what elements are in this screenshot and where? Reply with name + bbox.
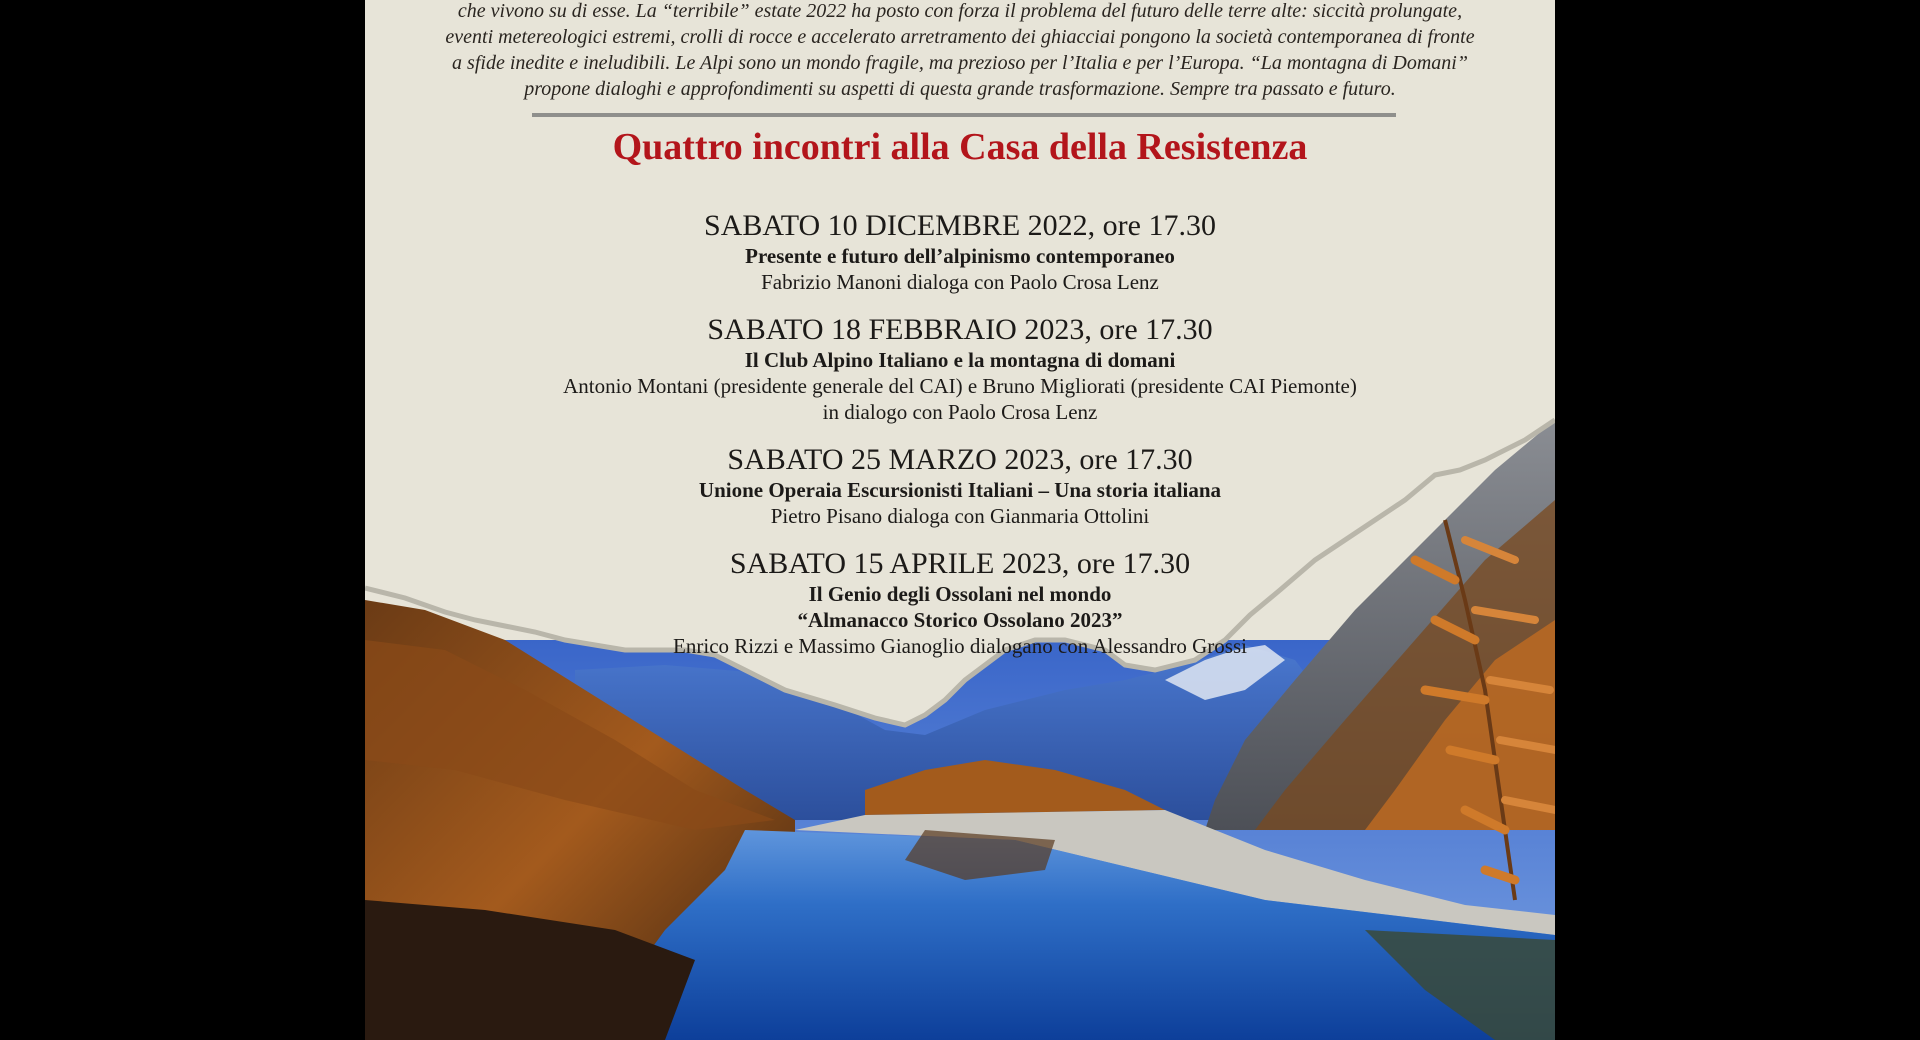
event-title: Il Club Alpino Italiano e la montagna di domani xyxy=(744,348,1176,372)
event-speakers: Enrico Rizzi e Massimo Gianoglio dialogano con Alessandro Grossi xyxy=(673,634,1247,658)
event-speakers-cont: in dialogo con Paolo Crosa Lenz xyxy=(822,400,1098,424)
event-3 xyxy=(365,443,1555,529)
event-title: Il Genio degli Ossolani nel mondo xyxy=(808,582,1112,606)
event-date: SABATO 18 FEBBRAIO 2023, ore 17.30 xyxy=(707,313,1213,346)
event-4 xyxy=(365,547,1555,659)
event-2 xyxy=(365,313,1555,425)
event-title: Unione Operaia Escursionisti Italiani – Una storia italiana xyxy=(698,478,1222,502)
event-1 xyxy=(365,209,1555,295)
event-date: SABATO 10 DICEMBRE 2022, ore 17.30 xyxy=(704,209,1216,242)
divider-rule xyxy=(532,113,1396,117)
intro-paragraph: che vivono su di esse. La “terribile” estate 2022 ha posto con forza il problema del futuro delle terre alte: siccità prolungate, eventi metereologici estremi, crolli di rocce e accelerato arretramento dei ghiacciai pongono la società contemporanea di fronte a sfide inedite e ineludibili. Le Alpi sono un mondo fragile, ma prezioso per l’Italia e per l’Europa. “La montagna di Domani” propone dialoghi e approfondimenti su aspetti di questa grande trasformazione. Sempre tra passato e futuro. xyxy=(445,0,1475,100)
poster xyxy=(365,0,1555,1040)
event-date: SABATO 25 MARZO 2023, ore 17.30 xyxy=(727,443,1193,476)
event-title: Presente e futuro dell’alpinismo contemporaneo xyxy=(745,244,1175,268)
event-speakers: Pietro Pisano dialoga con Gianmaria Ottolini xyxy=(770,504,1150,528)
event-speakers: Fabrizio Manoni dialoga con Paolo Crosa Lenz xyxy=(761,270,1159,294)
event-subtitle: “Almanacco Storico Ossolano 2023” xyxy=(797,608,1123,632)
event-date: SABATO 15 APRILE 2023, ore 17.30 xyxy=(729,547,1191,580)
section-title: Quattro incontri alla Casa della Resistenza xyxy=(612,126,1308,168)
event-speakers: Antonio Montani (presidente generale del CAI) e Bruno Migliorati (presidente CAI Piemonte) xyxy=(563,374,1357,398)
